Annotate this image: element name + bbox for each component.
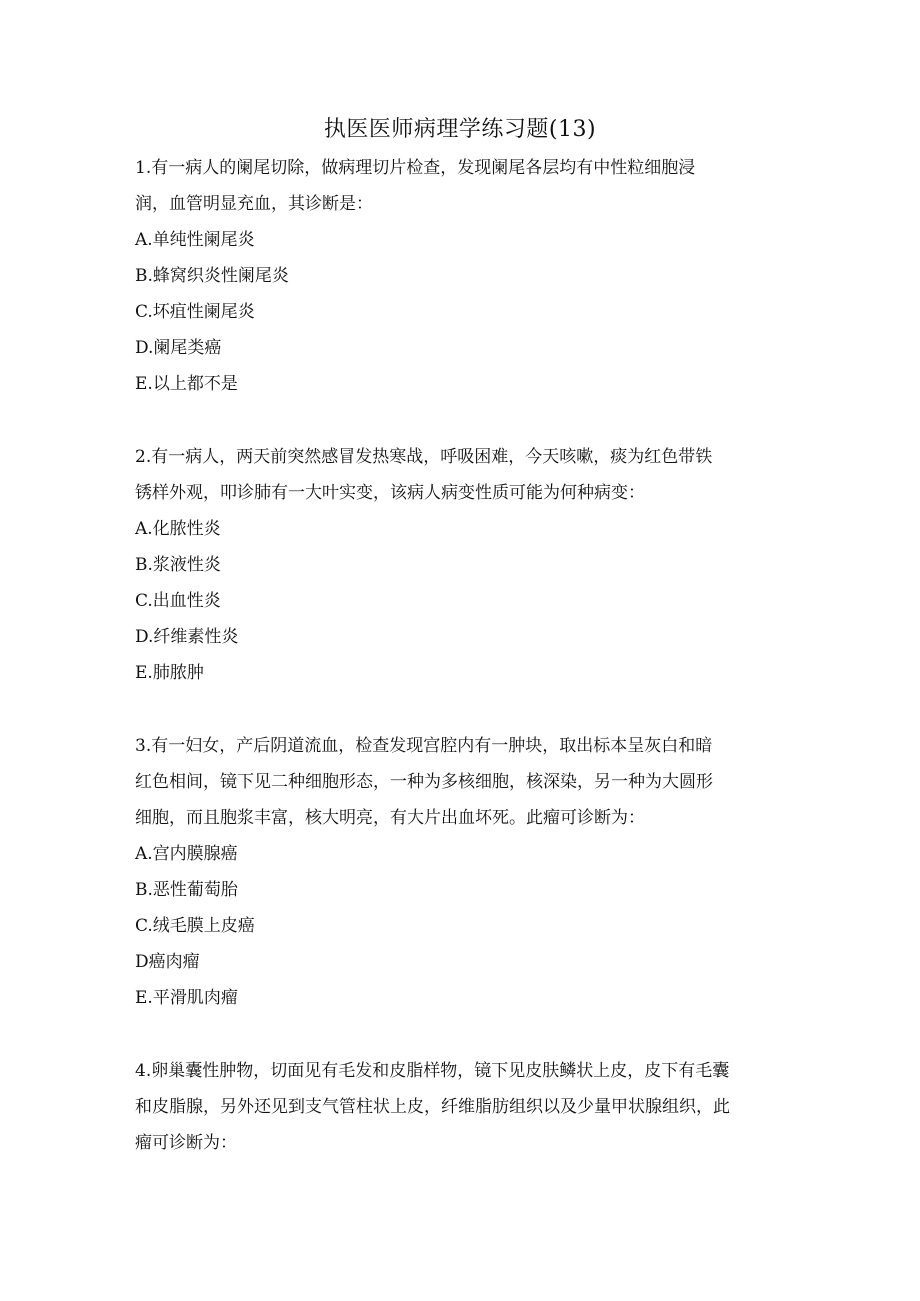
question-stem-line: 锈样外观，叩诊肺有一大叶实变，该病人病变性质可能为何种病变： bbox=[135, 483, 645, 503]
question-stem-line: 4.卵巢囊性肿物，切面见有毛发和皮脂样物，镜下见皮肤鳞状上皮，皮下有毛囊 bbox=[135, 1061, 730, 1081]
question-stem-line: 红色相间，镜下见二种细胞形态，一种为多核细胞，核深染，另一种为大圆形 bbox=[135, 772, 713, 792]
answer-option-b: B.蜂窝织炎性阑尾炎 bbox=[135, 266, 289, 286]
answer-option-c: C.坏疽性阑尾炎 bbox=[135, 302, 255, 322]
question-1 bbox=[135, 150, 795, 402]
question-stem-line: 3.有一妇女，产后阴道流血，检查发现宫腔内有一肿块，取出标本呈灰白和暗 bbox=[135, 736, 713, 756]
answer-option-e: E.以上都不是 bbox=[135, 374, 238, 394]
question-stem-line: 1.有一病人的阑尾切除，做病理切片检查，发现阑尾各层均有中性粒细胞浸 bbox=[135, 158, 696, 178]
question-stem-line: 和皮脂腺，另外还见到支气管柱状上皮，纤维脂肪组织以及少量甲状腺组织，此 bbox=[135, 1097, 730, 1117]
answer-option-b: B.浆液性炎 bbox=[135, 555, 221, 575]
question-4 bbox=[135, 1053, 795, 1161]
question-stem-line: 润，血管明显充血，其诊断是： bbox=[135, 194, 373, 214]
question-3 bbox=[135, 728, 795, 1016]
answer-option-e: E.肺脓肿 bbox=[135, 663, 204, 683]
question-2 bbox=[135, 439, 795, 691]
answer-option-d: D.阑尾类癌 bbox=[135, 338, 222, 358]
answer-option-d: D癌肉瘤 bbox=[135, 952, 200, 972]
answer-option-e: E.平滑肌肉瘤 bbox=[135, 988, 238, 1008]
question-stem-line: 2.有一病人，两天前突然感冒发热寒战，呼吸困难，今天咳嗽，痰为红色带铁 bbox=[135, 447, 713, 467]
answer-option-a: A.宫内膜腺癌 bbox=[135, 844, 238, 864]
question-stem-line: 瘤可诊断为： bbox=[135, 1133, 237, 1153]
answer-option-a: A.化脓性炎 bbox=[135, 519, 221, 539]
question-stem-line: 细胞，而且胞浆丰富，核大明亮，有大片出血坏死。此瘤可诊断为： bbox=[135, 808, 645, 828]
page-title: 执医医师病理学练习题(13) bbox=[323, 117, 597, 142]
answer-option-c: C.绒毛膜上皮癌 bbox=[135, 916, 255, 936]
answer-option-a: A.单纯性阑尾炎 bbox=[135, 230, 255, 250]
answer-option-c: C.出血性炎 bbox=[135, 591, 221, 611]
answer-option-b: B.恶性葡萄胎 bbox=[135, 880, 238, 900]
answer-option-d: D.纤维素性炎 bbox=[135, 627, 239, 647]
